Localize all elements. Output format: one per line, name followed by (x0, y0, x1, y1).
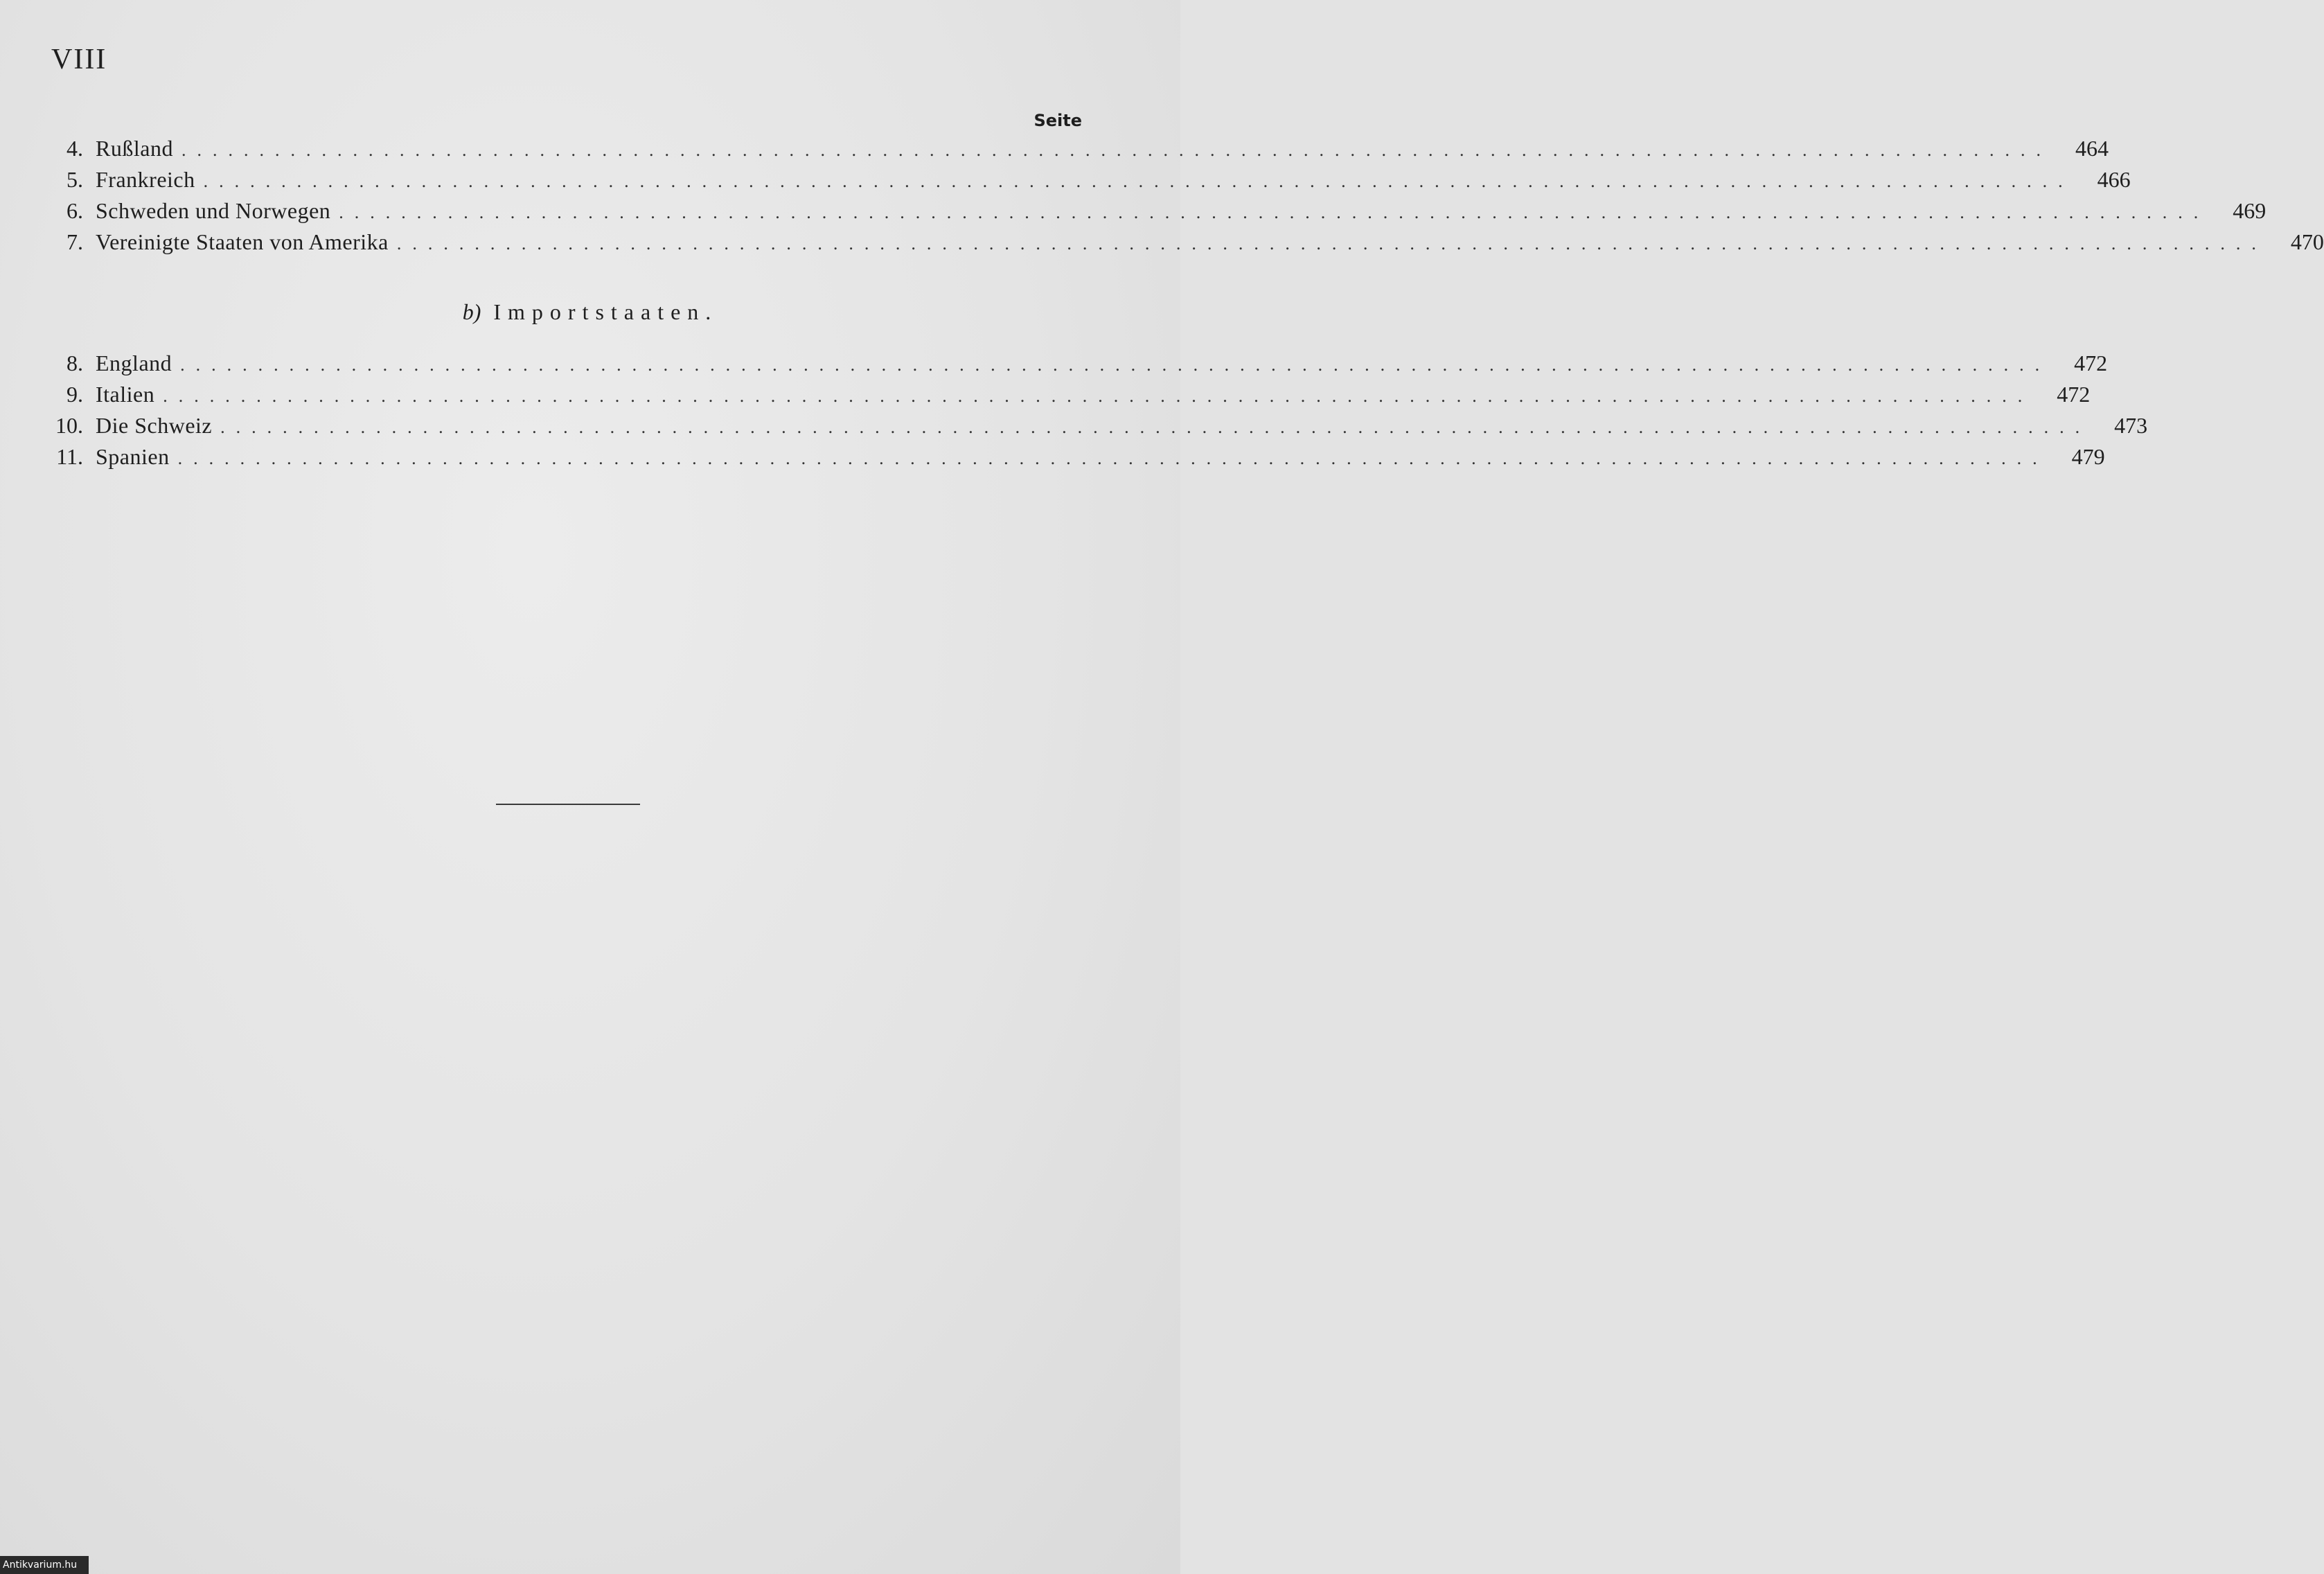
toc-entry-page: 473 (2114, 413, 2148, 438)
toc-entry-number: 7. (66, 229, 83, 254)
toc-entry (42, 198, 2267, 229)
toc-entry-title: England (96, 351, 172, 375)
toc-entry-title: Spanien (96, 444, 170, 469)
end-rule (496, 804, 640, 805)
toc-group-2 (42, 351, 2148, 475)
toc-entry-title: Vereinigte Staaten von Amerika (96, 229, 389, 254)
watermark: Antikvarium.hu (0, 1556, 89, 1574)
toc-group-1 (42, 136, 2324, 260)
toc-entry-title: Rußland (96, 136, 173, 161)
toc-entry-number: 8. (66, 351, 83, 375)
page-number: VIII (51, 44, 107, 76)
toc-entry-number: 6. (66, 198, 83, 223)
toc-leader-dots: ........................................................................................................................ (220, 417, 2091, 437)
toc-entry-page: 469 (2233, 198, 2267, 223)
toc-entry (42, 413, 2148, 444)
toc-leader-dots: ........................................................................................................................ (177, 448, 2048, 468)
toc-entry (42, 444, 2105, 475)
toc-entry (42, 351, 2108, 382)
section-title: Importstaaten. (493, 299, 718, 324)
section-heading (0, 299, 1180, 325)
toc-entry-page: 479 (2071, 444, 2105, 469)
toc-leader-dots: ........................................................................................................................ (339, 202, 2210, 222)
page-column-header: Seite (1034, 111, 1082, 130)
toc-entry-title: Frankreich (96, 167, 195, 192)
section-label: b) (462, 299, 481, 324)
toc-entry (42, 229, 2324, 260)
toc-entry-number: 10. (55, 413, 83, 438)
toc-entry-page: 472 (2057, 382, 2091, 407)
toc-entry-title: Schweden und Norwegen (96, 198, 331, 223)
toc-leader-dots: ........................................................................................................................ (396, 233, 2267, 254)
toc-entry-page: 470 (2290, 229, 2324, 254)
toc-entry-number: 5. (66, 167, 83, 192)
toc-entry (42, 382, 2091, 413)
toc-entry-number: 9. (66, 382, 83, 407)
toc-leader-dots: ........................................................................................................................ (181, 140, 2052, 160)
toc-leader-dots: ........................................................................................................................ (163, 386, 2034, 406)
toc-entry (42, 167, 2131, 198)
toc-leader-dots: ........................................................................................................................ (203, 171, 2074, 191)
toc-entry-title: Italien (96, 382, 155, 407)
toc-entry-page: 472 (2074, 351, 2108, 375)
toc-entry (42, 136, 2109, 167)
toc-entry-number: 11. (56, 444, 83, 469)
toc-entry-number: 4. (66, 136, 83, 161)
toc-entry-page: 464 (2075, 136, 2109, 161)
toc-entry-page: 466 (2097, 167, 2131, 192)
toc-entry-title: Die Schweiz (96, 413, 213, 438)
toc-leader-dots: ........................................................................................................................ (180, 355, 2051, 375)
